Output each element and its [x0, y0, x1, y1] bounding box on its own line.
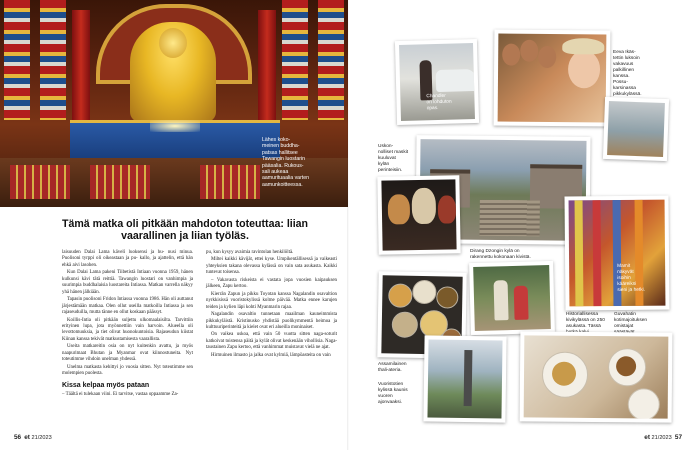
car-shape: [436, 69, 475, 92]
body-paragraph: Kun Dalai Lama pakeni Tiibetistä Intiaan vuonna 1959, hänen kulkunsi kävi tätä reittiä. Tawangin luostari on vanhimpia ja suurimpia buddhalaisia luostareita Intiassa. Matkan varrella näkyy yhä hänen jälkiään.: [62, 270, 193, 295]
body-paragraph: On vaikea uskoa, että vain 50 vuotta sitten naga-soturit katkoivat toistensa päitä ja kylät olivat keskenään vihollisia. Naga-taustainen Zapu kertoo, että vanhimmat muistavat vielä ne ajat.: [206, 332, 337, 351]
child-face: [538, 46, 556, 68]
mask-shape: [412, 188, 437, 224]
fabric-stripe: [575, 200, 584, 306]
child-face: [502, 44, 520, 66]
photo-image: [524, 335, 669, 418]
mask-shape: [438, 195, 456, 223]
food-bowl: [436, 286, 458, 308]
prayer-banner: [4, 0, 30, 120]
body-paragraph: Koillis-Intia oli pitkään suljettu ulkomaalaisilta. Tarvittiin erityinen lupa, jota myönnettiin vain harvoin. Alueella oli levottomuuksia, ja tiet olivat huonokuntoisia. Rajaseudun kiistat Kiinan kanssa tekivät matkustamisesta vaarallista.: [62, 317, 193, 342]
candle-light: [150, 120, 200, 132]
photo-mountain-road: [423, 335, 506, 422]
photo-image: [607, 101, 665, 157]
prayer-banner: [282, 0, 308, 120]
photo-image: [427, 339, 502, 418]
food-item: [616, 356, 636, 376]
fabric-stripe: [593, 200, 602, 306]
photo-chandler: [395, 39, 479, 125]
body-paragraph: Unelma matkasta kehittyi jo vuosia sitten. Nyt toteutimme sen molempien puolesta.: [62, 364, 193, 377]
caption-masks: Uskon- nolliset maskit kuuluvat kylän perinteisiin.: [378, 144, 409, 173]
page-number: 57: [674, 434, 682, 441]
photo-image: [399, 43, 475, 121]
caption-historical: Historiallisessa kivikylässä on 250 asukasta. Tässä: [566, 312, 605, 329]
page-number: 56: [14, 434, 22, 441]
body-paragraph: Nagalandin osavaltio tunnetaan maailman kauneimmista pikkukyläistä. Kristinusko yhdistää puolikymmentä heimoa ja kulttuuriperinteitä ja kielet ovat eri alueilla moninaiset.: [206, 312, 337, 330]
temple-caption: Lähes koko- meinen buddha- patsas hallitsee Tawangin luostarin pääsalia. Rukous- sali aukeaa aamurituaalia varten aamunkoitteessa.: [262, 137, 310, 188]
food-bowl: [392, 311, 418, 337]
temple-photo: [0, 0, 348, 207]
photo-image: [473, 265, 551, 331]
mask-shape: [388, 194, 411, 224]
body-paragraph: – Vakavasta riskeista ei vastata jopa vuosien kaipauksen jälkeen, Zapu kertoo.: [206, 277, 337, 290]
folio-right: [644, 434, 682, 441]
stone-stairs: [480, 200, 540, 237]
tea-cup: [628, 388, 660, 418]
body-paragraph: Useita matkareitin osia on nyt kuitenkin avattu, ja myös naapurimaat Bhutan ja Myanmar ovat kiinnostuneita. Nyt toteutimme vihdoin unelman yhdessä.: [62, 344, 193, 363]
food-item: [552, 362, 576, 386]
food-bowl: [412, 280, 436, 304]
body-paragraph: Miltei kaikki kävijät, ettei kyse. Umpikentällisessä ja vaikeasti yhteyksien takana olevassa kylässä on vain sata asukasta. Kaikki tuntevat toisensa.: [206, 257, 337, 276]
body-paragraph: – Täältä ei tulekaan viini. Ei tarvitse, vastaa oppaamme Za-: [62, 391, 179, 397]
issue-number: 21/2023: [651, 435, 672, 441]
photo-image: [498, 34, 607, 123]
caption-dirang: Dirang Dzongin kylä on rakennettu kokonaan kivistä.: [470, 249, 531, 260]
photo-kids: [469, 261, 555, 335]
caption-eeva: Eeva Ikäs- tettin luksoin vakavuus palkillinen kanssa.: [613, 50, 640, 79]
caption-assam: Assamilainen thali-ateria.: [378, 362, 407, 373]
body-paragraph: Tapasin puolisoni Fridon Intiassa vuonna 1986. Hän oli auttanut järjestämään matkaa. Olen ollut useilla matkoilla Intiassa ja sen rajaseuduilla, mutta tänne en ollut koskaan päässyt.: [62, 297, 193, 316]
photo-pig-pen: [603, 97, 669, 161]
photo-eeva-children: [494, 29, 611, 126]
prayer-banner: [40, 0, 66, 120]
folio-left: [14, 434, 52, 441]
prayer-rug: [10, 165, 70, 199]
child-face: [520, 40, 538, 62]
magazine-logo: et: [644, 434, 650, 441]
body-paragraph: pu, kun kysyy avaimia ravintolan henkilöltä.: [206, 250, 294, 255]
photo-image: [381, 179, 456, 250]
caption-possu: Possu- karsinassa pikkukylässä.: [613, 80, 642, 97]
food-bowl: [388, 283, 412, 307]
section-subhead: Kissa kelpaa myös pataan: [62, 381, 150, 389]
page-gutter: [347, 0, 349, 450]
prayer-banner: [318, 0, 344, 120]
photo-tea-table: [520, 331, 673, 422]
issue-number: 21/2023: [31, 435, 52, 441]
prayer-rug: [200, 165, 260, 199]
photo-masks: [377, 175, 460, 254]
body-column-a: [62, 250, 193, 399]
prayer-rug: [90, 165, 150, 199]
child-shape: [514, 286, 529, 320]
caption-guesthouse: Guvahatin kotimajoituksen omistajat: [614, 312, 648, 329]
buddha-head: [159, 28, 187, 58]
caption-market: Mamit näkyvät isoihin kääreiksi sieni ja hetki.: [617, 263, 646, 293]
body-column-b: [206, 250, 337, 360]
woman-face: [568, 50, 600, 88]
photo-image: [569, 200, 666, 307]
article-headline: Tämä matka oli pitkään mahdoton toteuttaa: liian vaarallinen ja liian työläs.: [61, 218, 309, 243]
body-paragraph: Hirmuinen ilmasto ja jalka ovat kylmiä, lämpöasteita on vain: [211, 352, 331, 358]
magazine-logo: et: [24, 434, 30, 441]
sun-hat: [562, 38, 604, 54]
body-paragraph: Kierrän Zapun ja pikku Toyotan kanssa Nagalandin osavaltion nyrkkisissä vuoristokylissä kolme päivää. Matka ennee karujen teiden ja kylien läpi kohti Myanmarin rajaa.: [206, 291, 337, 310]
tower-shape: [464, 350, 473, 406]
caption-chandler: Chandler on lohduton opas.: [426, 93, 452, 112]
caption-mountains: Vuoristotien kylissä kaunis vuoren ajonvaaksi.: [378, 382, 408, 405]
body-paragraph: laisuuden Dalai Lama kävelí luoksensi ja hu- nusi minua. Puolisoni tyrppi oli oikeastaan ja pu- kallo, ja ajattelin, että hän ehkä aivi lasohen.: [62, 250, 193, 268]
child-shape: [494, 280, 509, 320]
photo-market: [565, 196, 670, 311]
